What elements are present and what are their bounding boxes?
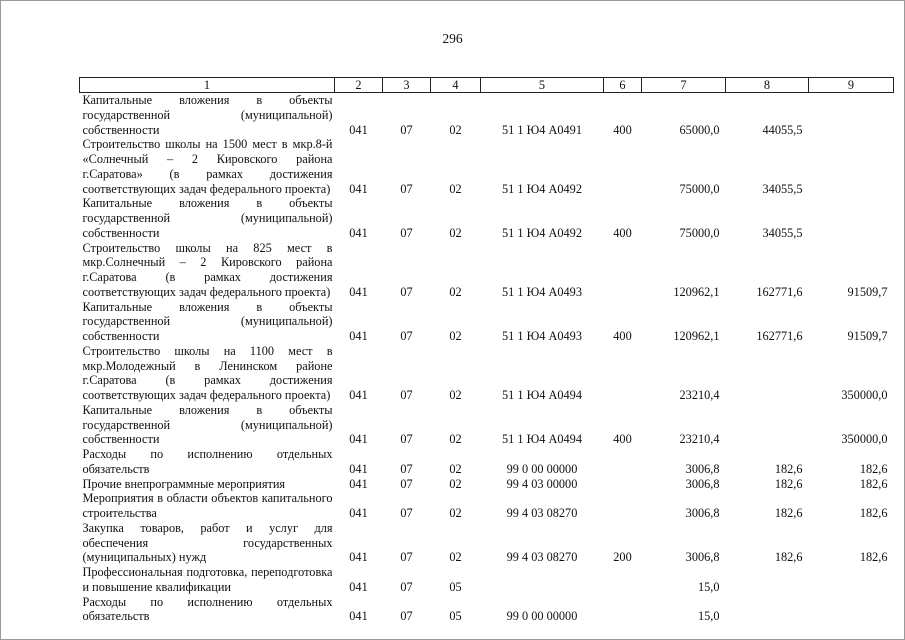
col-8 <box>726 565 809 595</box>
page-number: 296 <box>442 31 463 46</box>
col-8 <box>726 595 809 625</box>
table-row <box>80 93 894 138</box>
col-7: 120962,1 <box>673 284 720 299</box>
col-6: 400 <box>613 122 632 137</box>
col-5: 99 4 03 08270 <box>506 550 578 565</box>
col-5: 51 1 Ю4 А0494 <box>502 432 582 447</box>
col-3: 07 <box>400 476 413 491</box>
col-3: 07 <box>400 181 413 196</box>
col-3: 07 <box>400 388 413 402</box>
col-4: 02 <box>449 388 462 402</box>
item-name: Закупка товаров, работ и услуг для обеспечения государственных (муниципальных) нужд <box>82 520 333 565</box>
col-7: 3006,8 <box>685 506 720 520</box>
col-3: 07 <box>400 432 413 447</box>
col-6 <box>604 447 642 477</box>
col-3: 07 <box>400 284 413 299</box>
col-3: 07 <box>400 506 413 520</box>
col-9: 182,6 <box>859 550 888 565</box>
header-cell: 9 <box>809 78 894 93</box>
table-row <box>80 521 894 565</box>
col-6: 400 <box>613 432 632 447</box>
col-4: 02 <box>449 550 462 565</box>
col-2: 041 <box>349 284 368 299</box>
item-name: Строительство школы на 825 мест в мкр.Солнечный – 2 Кировского района г.Саратова (в рамках достижения соответствующих задач федерального проекта) <box>82 240 333 299</box>
col-4: 02 <box>449 506 462 520</box>
col-2: 041 <box>349 476 368 491</box>
header-cell: 3 <box>383 78 431 93</box>
col-4: 02 <box>449 122 462 137</box>
item-name: Расходы по исполнению отдельных обязательств <box>82 594 333 624</box>
col-3: 07 <box>400 225 413 240</box>
item-name: Прочие внепрограммные мероприятия <box>82 476 286 491</box>
col-4: 02 <box>449 225 462 240</box>
col-2: 041 <box>349 122 368 137</box>
col-9: 182,6 <box>859 476 888 491</box>
col-7: 23210,4 <box>679 432 720 447</box>
col-2: 041 <box>349 329 368 343</box>
col-9: 350000,0 <box>841 388 888 402</box>
col-2: 041 <box>349 550 368 565</box>
col-7: 23210,4 <box>679 388 720 402</box>
col-6: 200 <box>613 550 632 565</box>
item-name: Капитальные вложения в объекты государственной (муниципальной) собственности <box>82 402 333 447</box>
col-4: 02 <box>449 432 462 447</box>
col-8: 182,6 <box>774 550 803 565</box>
item-name: Мероприятия в области объектов капитального строительства <box>82 491 333 520</box>
header-cell: 2 <box>335 78 383 93</box>
table-row <box>80 477 894 492</box>
col-4: 05 <box>449 579 462 594</box>
col-8: 182,6 <box>774 476 803 491</box>
header-cell: 5 <box>481 78 604 93</box>
col-7: 15,0 <box>697 579 720 594</box>
col-9: 91509,7 <box>847 329 888 343</box>
col-9 <box>809 196 894 240</box>
col-4: 02 <box>449 329 462 343</box>
col-9: 350000,0 <box>841 432 888 447</box>
col-2: 041 <box>349 225 368 240</box>
col-9 <box>809 595 894 625</box>
table-row <box>80 403 894 447</box>
col-7: 3006,8 <box>685 550 720 565</box>
table-row <box>80 491 894 521</box>
item-name: Строительство школы на 1100 мест в мкр.Молодежный в Ленинском районе г.Саратова (в рамках достижения соответствующих задач федерального проекта) <box>82 343 333 402</box>
col-2: 041 <box>349 579 368 594</box>
col-9: 91509,7 <box>847 284 888 299</box>
item-name: Профессиональная подготовка, переподготовка и повышение квалификации <box>82 565 333 594</box>
col-5: 51 1 Ю4 А0494 <box>502 388 582 402</box>
col-7: 15,0 <box>697 609 720 624</box>
col-7: 3006,8 <box>685 461 720 476</box>
col-7: 75000,0 <box>679 225 720 240</box>
col-4: 02 <box>449 284 462 299</box>
header-cell: 6 <box>604 78 642 93</box>
item-name: Капитальные вложения в объекты государственной (муниципальной) собственности <box>82 196 333 240</box>
col-8: 182,6 <box>774 506 803 520</box>
item-name: Строительство школы на 1500 мест в мкр.8-й «Солнечный – 2 Кировского района г.Саратова» (в рамках достижения соответствующих задач федерального проекта) <box>82 137 333 196</box>
col-9 <box>809 137 894 196</box>
col-8: 34055,5 <box>762 225 803 240</box>
col-6: 400 <box>613 225 632 240</box>
col-6 <box>604 344 642 403</box>
col-8 <box>726 403 809 447</box>
col-5: 51 1 Ю4 А0492 <box>502 225 582 240</box>
col-5: 99 4 03 00000 <box>506 476 578 491</box>
col-7: 65000,0 <box>679 122 720 137</box>
col-4: 02 <box>449 181 462 196</box>
header-row <box>80 78 894 93</box>
col-2: 041 <box>349 432 368 447</box>
header-cell: 4 <box>431 78 481 93</box>
col-6 <box>604 565 642 595</box>
col-4: 05 <box>449 609 462 624</box>
col-5: 51 1 Ю4 А0492 <box>502 181 582 196</box>
item-name: Капитальные вложения в объекты государственной (муниципальной) собственности <box>82 93 333 137</box>
col-5: 99 4 03 08270 <box>506 506 578 520</box>
col-6: 400 <box>613 329 632 343</box>
col-3: 07 <box>400 122 413 137</box>
col-8: 162771,6 <box>756 329 803 343</box>
table-row <box>80 196 894 240</box>
col-3: 07 <box>400 461 413 476</box>
col-4: 02 <box>449 461 462 476</box>
col-5: 99 0 00 00000 <box>506 609 578 624</box>
table-row <box>80 565 894 595</box>
col-5: 51 1 Ю4 А0493 <box>502 329 582 343</box>
col-6 <box>604 595 642 625</box>
col-5: 99 0 00 00000 <box>506 461 578 476</box>
col-8: 182,6 <box>774 461 803 476</box>
col-3: 07 <box>400 550 413 565</box>
item-name: Расходы по исполнению отдельных обязательств <box>82 447 333 476</box>
col-2: 041 <box>349 388 368 402</box>
table-row <box>80 595 894 625</box>
col-9 <box>809 565 894 595</box>
col-5: 51 1 Ю4 А0491 <box>502 122 582 137</box>
col-5: 51 1 Ю4 А0493 <box>502 284 582 299</box>
table-row <box>80 300 894 344</box>
col-8 <box>726 344 809 403</box>
col-9 <box>809 93 894 138</box>
col-2: 041 <box>349 506 368 520</box>
col-6 <box>604 241 642 300</box>
col-5 <box>481 565 604 595</box>
col-4: 02 <box>449 476 462 491</box>
col-7: 120962,1 <box>673 329 720 343</box>
item-name: Капитальные вложения в объекты государственной (муниципальной) собственности <box>82 299 333 343</box>
col-3: 07 <box>400 609 413 624</box>
col-9: 182,6 <box>859 461 888 476</box>
table-row <box>80 241 894 300</box>
col-8: 34055,5 <box>762 181 803 196</box>
col-3: 07 <box>400 579 413 594</box>
header-cell: 1 <box>80 78 335 93</box>
table-row <box>80 447 894 477</box>
col-2: 041 <box>349 609 368 624</box>
col-9: 182,6 <box>859 506 888 520</box>
header-cell: 7 <box>642 78 726 93</box>
table-row <box>80 344 894 403</box>
header-cell: 8 <box>726 78 809 93</box>
table-row <box>80 137 894 196</box>
col-7: 3006,8 <box>685 476 720 491</box>
col-2: 041 <box>349 181 368 196</box>
col-8: 44055,5 <box>762 122 803 137</box>
col-2: 041 <box>349 461 368 476</box>
col-3: 07 <box>400 329 413 343</box>
budget-table <box>79 77 894 624</box>
col-6 <box>604 491 642 521</box>
col-8: 162771,6 <box>756 284 803 299</box>
col-7: 75000,0 <box>679 181 720 196</box>
col-6 <box>604 137 642 196</box>
col-6 <box>604 477 642 492</box>
